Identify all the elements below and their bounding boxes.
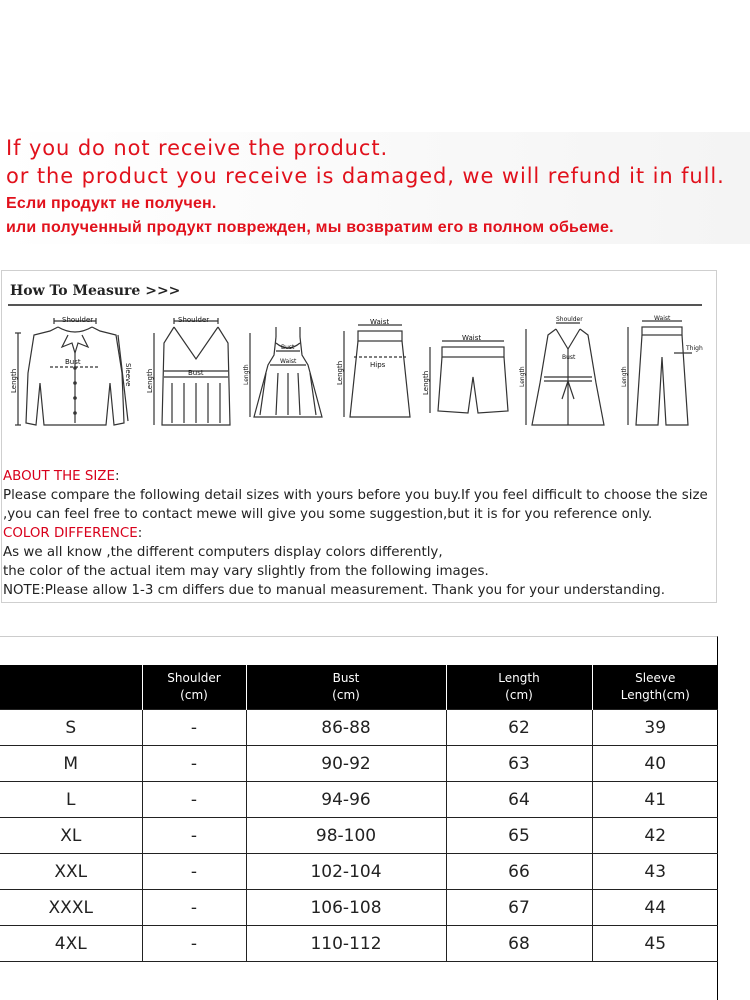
color-difference-title: COLOR DIFFERENCE bbox=[3, 526, 138, 541]
length-label: Length bbox=[243, 364, 250, 385]
table-row bbox=[0, 926, 718, 962]
length-cell: 62 bbox=[446, 710, 592, 746]
header-size bbox=[0, 665, 142, 710]
shoulder-cell: - bbox=[142, 890, 246, 926]
bust-cell: 106-108 bbox=[246, 890, 446, 926]
header-length: Length (cm) bbox=[446, 665, 592, 710]
length-cell: 68 bbox=[446, 926, 592, 962]
shoulder-cell: - bbox=[142, 818, 246, 854]
table-row bbox=[0, 746, 718, 782]
waist-label: Waist bbox=[654, 315, 671, 322]
divider bbox=[8, 304, 702, 306]
refund-banner bbox=[0, 132, 750, 244]
size-cell: M bbox=[0, 746, 142, 782]
length-label: Length bbox=[621, 366, 628, 387]
bust-label: Bust bbox=[562, 354, 576, 361]
coat-illustration bbox=[518, 313, 618, 431]
about-size-line-1: Please compare the following detail sizes with yours before you buy.If you feel difficult to choose the size bbox=[3, 488, 708, 503]
shoulder-cell: - bbox=[142, 854, 246, 890]
header-sleeve-length: Sleeve Length(cm) bbox=[592, 665, 718, 710]
table-row bbox=[0, 818, 718, 854]
refund-line-4-ru: или полученный продукт поврежден, мы возвратим его в полном обьеме. bbox=[6, 219, 614, 236]
bust-cell: 102-104 bbox=[246, 854, 446, 890]
size-table bbox=[0, 665, 718, 962]
size-cell: XXL bbox=[0, 854, 142, 890]
sleeve-length-cell: 41 bbox=[592, 782, 718, 818]
table-row bbox=[0, 854, 718, 890]
size-cell: S bbox=[0, 710, 142, 746]
color-line-1: As we all know ,the different computers display colors differently, bbox=[3, 545, 443, 560]
about-size-title: ABOUT THE SIZE bbox=[3, 469, 115, 484]
size-cell: L bbox=[0, 782, 142, 818]
thigh-label: Thigh bbox=[686, 345, 703, 352]
shoulder-cell: - bbox=[142, 926, 246, 962]
measure-illustrations bbox=[2, 313, 718, 433]
skirt-illustration bbox=[332, 313, 418, 431]
bust-cell: 90-92 bbox=[246, 746, 446, 782]
table-header-row bbox=[0, 665, 718, 710]
bust-cell: 98-100 bbox=[246, 818, 446, 854]
length-cell: 67 bbox=[446, 890, 592, 926]
shoulder-cell: - bbox=[142, 782, 246, 818]
table-row bbox=[0, 890, 718, 926]
shoulder-cell: - bbox=[142, 710, 246, 746]
sleeve-length-cell: 40 bbox=[592, 746, 718, 782]
bust-cell: 110-112 bbox=[246, 926, 446, 962]
length-label: Length bbox=[519, 366, 526, 387]
length-cell: 63 bbox=[446, 746, 592, 782]
sleeve-label: Sleeve bbox=[124, 363, 132, 387]
color-difference-heading bbox=[3, 524, 713, 543]
bust-label: Bust bbox=[65, 358, 81, 366]
waist-label: Waist bbox=[462, 334, 482, 342]
sleeve-length-cell: 44 bbox=[592, 890, 718, 926]
length-cell: 66 bbox=[446, 854, 592, 890]
blouse-illustration bbox=[10, 313, 140, 431]
size-table-section bbox=[0, 636, 718, 1000]
table-row bbox=[0, 782, 718, 818]
length-cell: 65 bbox=[446, 818, 592, 854]
about-size-colon: : bbox=[114, 469, 120, 484]
shoulder-label: Shoulder bbox=[178, 316, 210, 324]
size-cell: 4XL bbox=[0, 926, 142, 962]
note-line: NOTE:Please allow 1-3 cm differs due to manual measurement. Thank you for your understanding. bbox=[3, 583, 666, 598]
shoulder-label: Shoulder bbox=[556, 316, 583, 323]
size-cell: XL bbox=[0, 818, 142, 854]
sleeve-length-cell: 42 bbox=[592, 818, 718, 854]
refund-line-3-ru: Если продукт не получен. bbox=[6, 195, 217, 212]
length-label: Length bbox=[422, 370, 430, 395]
about-size-heading bbox=[3, 467, 713, 486]
table-row bbox=[0, 710, 718, 746]
bust-cell: 94-96 bbox=[246, 782, 446, 818]
length-cell: 64 bbox=[446, 782, 592, 818]
length-label: Length bbox=[336, 360, 344, 385]
size-notes bbox=[3, 467, 713, 600]
color-line-2: the color of the actual item may vary slightly from the following images. bbox=[3, 564, 489, 579]
waist-label: Waist bbox=[280, 358, 297, 365]
how-to-measure-panel bbox=[1, 270, 717, 603]
shoulder-label: Shoulder bbox=[62, 316, 94, 324]
measure-title: How To Measure >>> bbox=[10, 283, 181, 299]
length-label: Length bbox=[146, 368, 154, 393]
color-difference-colon: : bbox=[137, 526, 143, 541]
bust-label: Bust bbox=[188, 369, 204, 377]
sleeve-length-cell: 39 bbox=[592, 710, 718, 746]
about-size-line-2: ,you can feel free to contact mewe will give you some suggestion,but it is for you reference only. bbox=[3, 507, 653, 522]
sleeve-length-cell: 45 bbox=[592, 926, 718, 962]
refund-line-2: or the product you receive is damaged, we will refund it in full. bbox=[6, 164, 725, 188]
bust-label: Bust bbox=[281, 344, 295, 351]
waist-label: Waist bbox=[370, 318, 390, 326]
shorts-illustration bbox=[418, 313, 518, 431]
shoulder-cell: - bbox=[142, 746, 246, 782]
refund-line-1: If you do not receive the product. bbox=[6, 136, 389, 160]
header-shoulder: Shoulder (cm) bbox=[142, 665, 246, 710]
sleeve-length-cell: 43 bbox=[592, 854, 718, 890]
hips-label: Hips bbox=[370, 361, 386, 369]
size-cell: XXXL bbox=[0, 890, 142, 926]
tank-top-illustration bbox=[142, 313, 242, 431]
trousers-illustration bbox=[616, 313, 712, 431]
header-bust: Bust (cm) bbox=[246, 665, 446, 710]
bust-cell: 86-88 bbox=[246, 710, 446, 746]
dress-illustration bbox=[242, 313, 332, 431]
length-label: Length bbox=[10, 368, 18, 393]
